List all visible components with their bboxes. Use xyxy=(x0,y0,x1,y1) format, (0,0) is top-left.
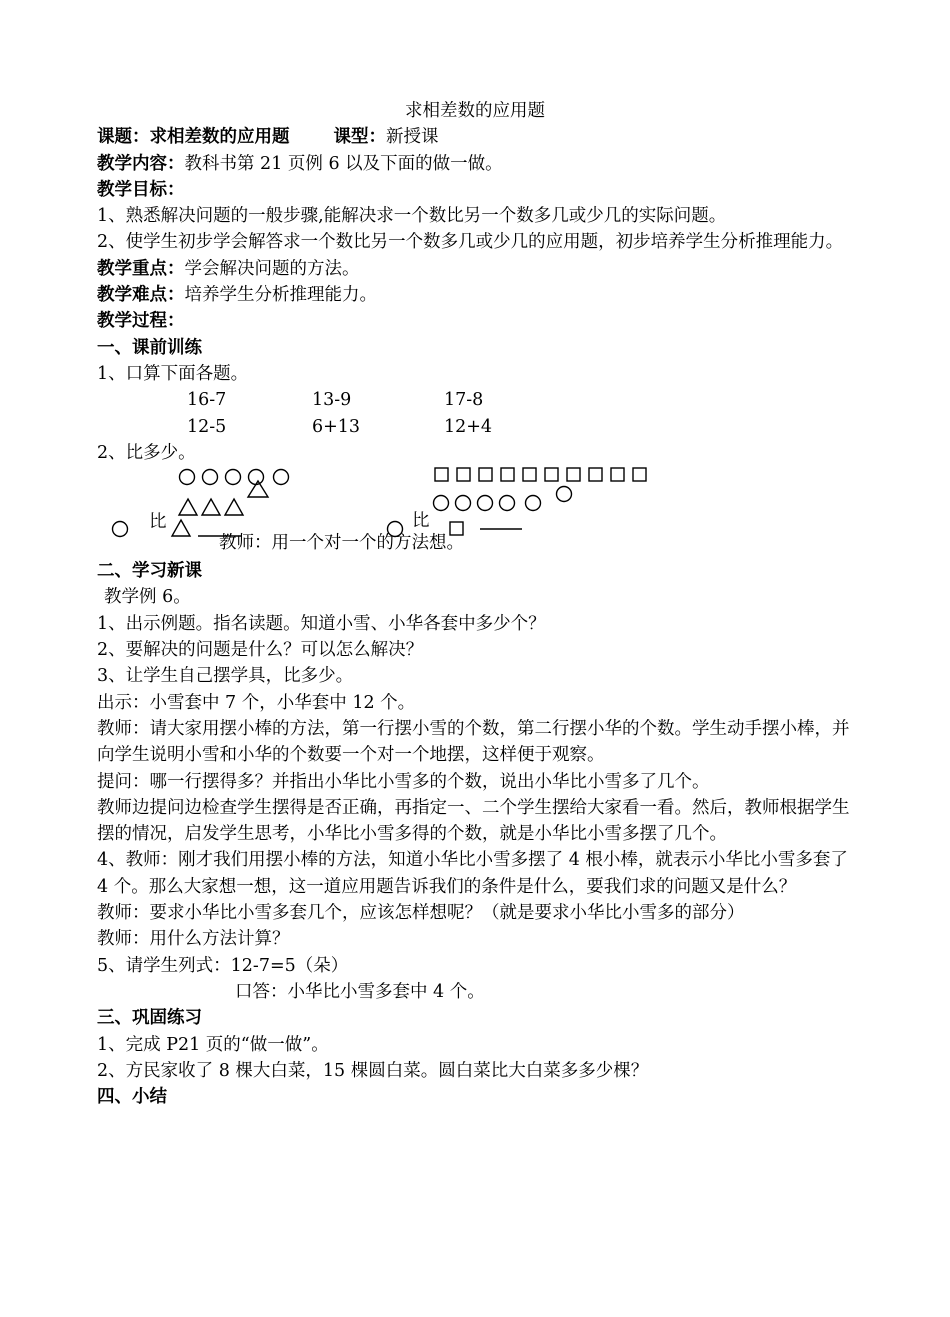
square-shape xyxy=(633,468,646,481)
content-value: 教科书第 21 页例 6 以及下面的做一做。 xyxy=(184,153,503,174)
circle-shape xyxy=(226,470,241,485)
square-shape xyxy=(589,468,602,481)
topic-line xyxy=(97,124,857,150)
document-title: 求相差数的应用题 xyxy=(405,101,545,121)
exercise: 12+4 xyxy=(444,416,493,437)
exercise-row xyxy=(97,414,857,440)
exercise-row xyxy=(97,387,857,413)
section-2-heading: 二、学习新课 xyxy=(97,561,202,582)
section-2-line: 1、出示例题。指名读题。知道小雪、小华各套中多少个？ xyxy=(97,613,546,634)
section-2-line: 提问：哪一行摆得多？并指出小华比小雪多的个数，说出小华比小雪多了几个。 xyxy=(97,771,710,792)
triangle-shape xyxy=(179,499,197,515)
section-2-line: 3、让学生自己摆学具，比多少。 xyxy=(97,666,354,687)
section-2-intro: 教学例 6。 xyxy=(104,587,191,608)
circle-shape xyxy=(180,470,195,485)
section-1-heading: 一、课前训练 xyxy=(97,337,202,358)
type-value: 新授课 xyxy=(386,127,439,148)
exercise: 17-8 xyxy=(444,390,484,411)
circle-shape xyxy=(478,496,493,511)
exercise: 16-7 xyxy=(187,390,227,411)
difficulty-label: 教学难点： xyxy=(97,285,185,306)
exercise: 12-5 xyxy=(187,416,227,437)
topic-label: 课题： xyxy=(97,127,150,148)
circle-shape xyxy=(434,496,449,511)
key-point-value: 学会解决问题的方法。 xyxy=(184,258,360,279)
compare-word: 比 xyxy=(412,511,430,532)
oral-answer: 口答：小华比小雪多套中 4 个。 xyxy=(235,981,485,1002)
difficulty-value: 培养学生分析推理能力。 xyxy=(184,285,377,306)
square-shape xyxy=(501,468,514,481)
circle-shape xyxy=(456,496,471,511)
section-2-line: 4、教师：刚才我们用摆小棒的方法，知道小华比小雪多摆了 4 根小棒，就表示小华比小雪多套了 4 个。那么大家想一想，这一道应用题告诉我们的条件是什么，要我们求的问题又是什么？ xyxy=(97,850,848,897)
section-3-line: 2、方民家收了 8 棵大白菜，15 棵圆白菜。圆白菜比大白菜多多少棵？ xyxy=(97,1060,649,1081)
section-2-line: 2、要解决的问题是什么？可以怎么解决？ xyxy=(97,640,424,661)
topic-value: 求相差数的应用题 xyxy=(149,127,290,148)
section-4-heading: 四、小结 xyxy=(97,1087,167,1108)
circle-shape xyxy=(249,470,264,485)
type-label: 课型： xyxy=(333,127,386,148)
process-heading: 教学过程： xyxy=(97,311,185,332)
compare-word: 比 xyxy=(149,512,167,533)
goal-item: 1、熟悉解决问题的一般步骤,能解决求一个数比另一个数多几或少几的实际问题。 xyxy=(97,206,727,227)
section-2-line: 出示：小雪套中 7 个，小华套中 12 个。 xyxy=(97,692,416,713)
section-2-line: 5、请学生列式：12-7=5（朵） xyxy=(97,955,349,976)
circle-shape xyxy=(203,470,218,485)
circle-shape xyxy=(526,496,541,511)
square-shape xyxy=(479,468,492,481)
square-shape xyxy=(523,468,536,481)
goals-heading: 教学目标： xyxy=(97,179,185,200)
square-shape xyxy=(611,468,624,481)
content-line xyxy=(97,151,857,177)
section-1-item-1: 1、口算下面各题。 xyxy=(97,363,249,384)
difficulty-line xyxy=(97,282,857,308)
square-shape xyxy=(435,468,448,481)
exercise: 6+13 xyxy=(312,416,361,437)
teacher-note: 教师：用一个对一个的方法想。 xyxy=(219,533,464,554)
section-3-heading: 三、巩固练习 xyxy=(97,1008,202,1029)
triangle-shape xyxy=(172,520,190,536)
content-label: 教学内容： xyxy=(97,153,185,174)
circle-shape xyxy=(274,470,289,485)
circle-shape xyxy=(557,487,572,502)
section-2-line: 教师边提问边检查学生摆得是否正确，再指定一、二个学生摆给大家看一看。然后，教师根据学生摆的情况，启发学生思考，小华比小雪多得的个数，就是小华比小雪多摆了几个。 xyxy=(97,797,850,845)
section-2-line: 教师：请大家用摆小棒的方法，第一行摆小雪的个数，第二行摆小华的个数。学生动手摆小棒，并向学生说明小雪和小华的个数要一个对一个地摆，这样便于观察。 xyxy=(97,718,850,766)
section-1-item-2: 2、比多少。 xyxy=(97,442,196,463)
compare-shapes xyxy=(97,466,857,558)
key-point-line xyxy=(97,256,857,282)
square-shape xyxy=(545,468,558,481)
goal-item: 2、使学生初步学会解答求一个数比另一个数多几或少几的应用题，初步培养学生分析推理能力。 xyxy=(97,232,844,253)
triangle-shape xyxy=(225,499,243,515)
square-shape xyxy=(457,468,470,481)
section-3-line: 1、完成 P21 页的“做一做”。 xyxy=(97,1034,329,1055)
section-2-line: 教师：用什么方法计算？ xyxy=(97,929,290,950)
circle-shape xyxy=(113,522,128,537)
compare-figure xyxy=(97,466,857,558)
key-point-label: 教学重点： xyxy=(97,258,185,279)
square-shape xyxy=(567,468,580,481)
triangle-shape xyxy=(202,499,220,515)
document-page xyxy=(97,98,857,1110)
section-2-line: 教师：要求小华比小雪多套几个，应该怎样想呢？（就是要求小华比小雪多的部分） xyxy=(97,903,745,924)
exercise: 13-9 xyxy=(312,390,352,411)
circle-shape xyxy=(500,496,515,511)
